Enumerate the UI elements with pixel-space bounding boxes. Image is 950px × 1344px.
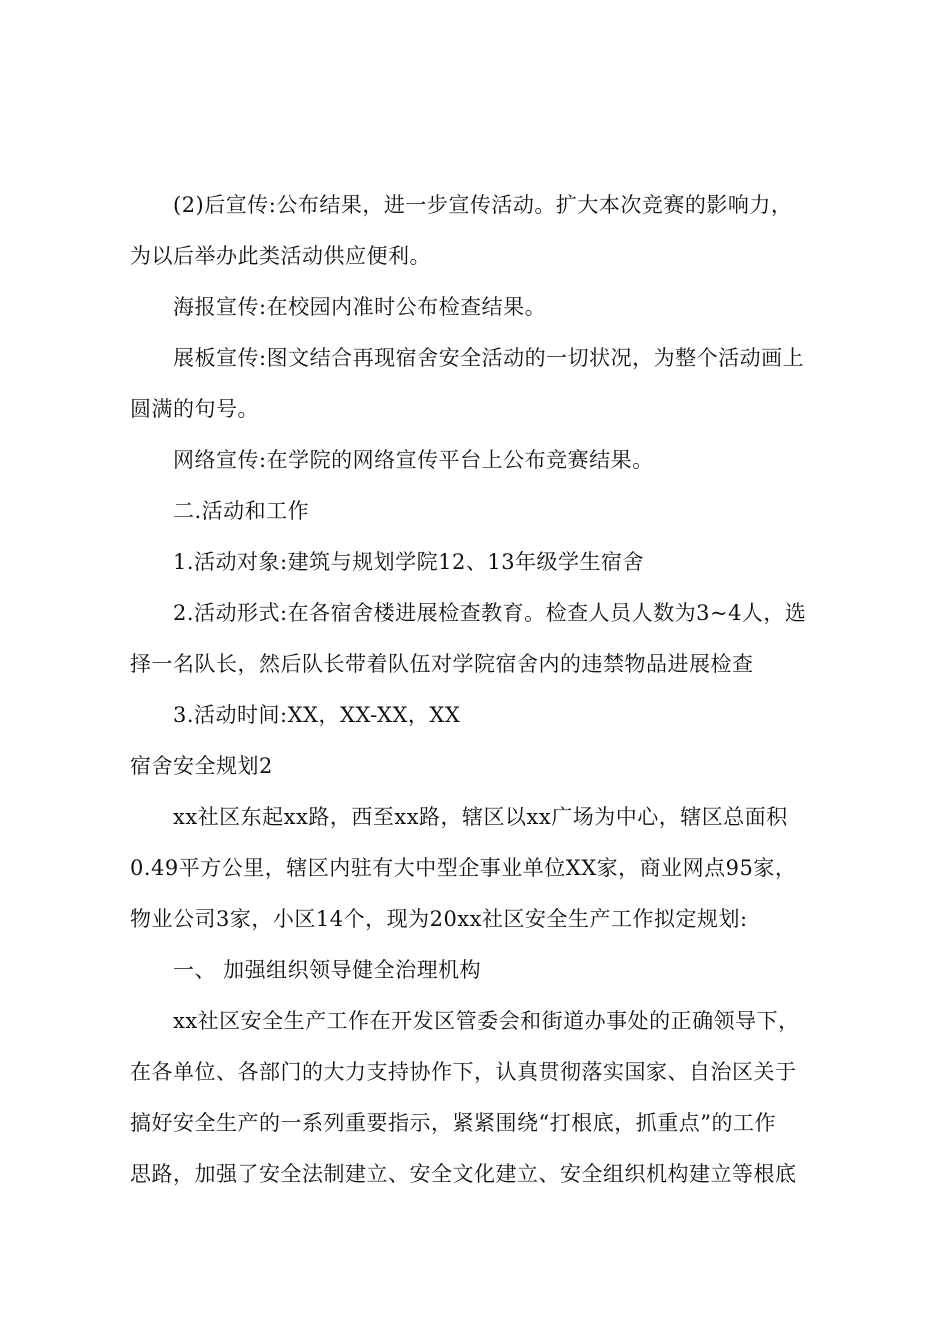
paragraph-line: xx社区东起xx路，西至xx路，辖区以xx广场为中心，辖区总面积 [173,805,788,829]
section-heading: 二.活动和工作 [173,499,310,523]
section-heading: 一、 加强组织领导健全治理机构 [173,958,482,982]
paragraph-line: (2)后宣传:公布结果，进一步宣传活动。扩大本次竞赛的影响力， [173,193,793,217]
paragraph-line: 搞好安全生产的一系列重要指示，紧紧围绕“打根底，抓重点”的工作 [130,1111,776,1135]
paragraph-line: 择一名队长，然后队长带着队伍对学院宿舍内的违禁物品进展检查 [130,652,754,676]
paragraph-line: 为以后举办此类活动供应便利。 [130,244,431,268]
paragraph-line: 在各单位、各部门的大力支持协作下，认真贯彻落实国家、自治区关于 [130,1060,797,1084]
paragraph-line: 网络宣传:在学院的网络宣传平台上公布竞赛结果。 [173,448,654,472]
paragraph-line: 海报宣传:在校园内准时公布检查结果。 [173,295,547,319]
paragraph-line: 0.49平方公里，辖区内驻有大中型企事业单位XX家，商业网点95家， [130,856,797,880]
list-item: 1.活动对象:建筑与规划学院12、13年级学生宿舍 [173,550,645,574]
paragraph-line: xx社区安全生产工作在开发区管委会和街道办事处的正确领导下， [173,1009,800,1033]
document-title: 宿舍安全规划2 [130,754,273,778]
list-item: 3.活动时间:XX，XX-XX，XX [173,703,461,727]
paragraph-line: 圆满的句号。 [130,397,259,421]
paragraph-line: 物业公司3家，小区14个，现为20xx社区安全生产工作拟定规划: [130,907,748,931]
paragraph-line: 思路，加强了安全法制建立、安全文化建立、安全组织机构建立等根底 [130,1162,797,1186]
paragraph-line: 展板宣传:图文结合再现宿舍安全活动的一切状况，为整个活动画上 [173,346,805,370]
list-item: 2.活动形式:在各宿舍楼进展检查教育。检查人员人数为3~4人，选 [173,601,807,625]
